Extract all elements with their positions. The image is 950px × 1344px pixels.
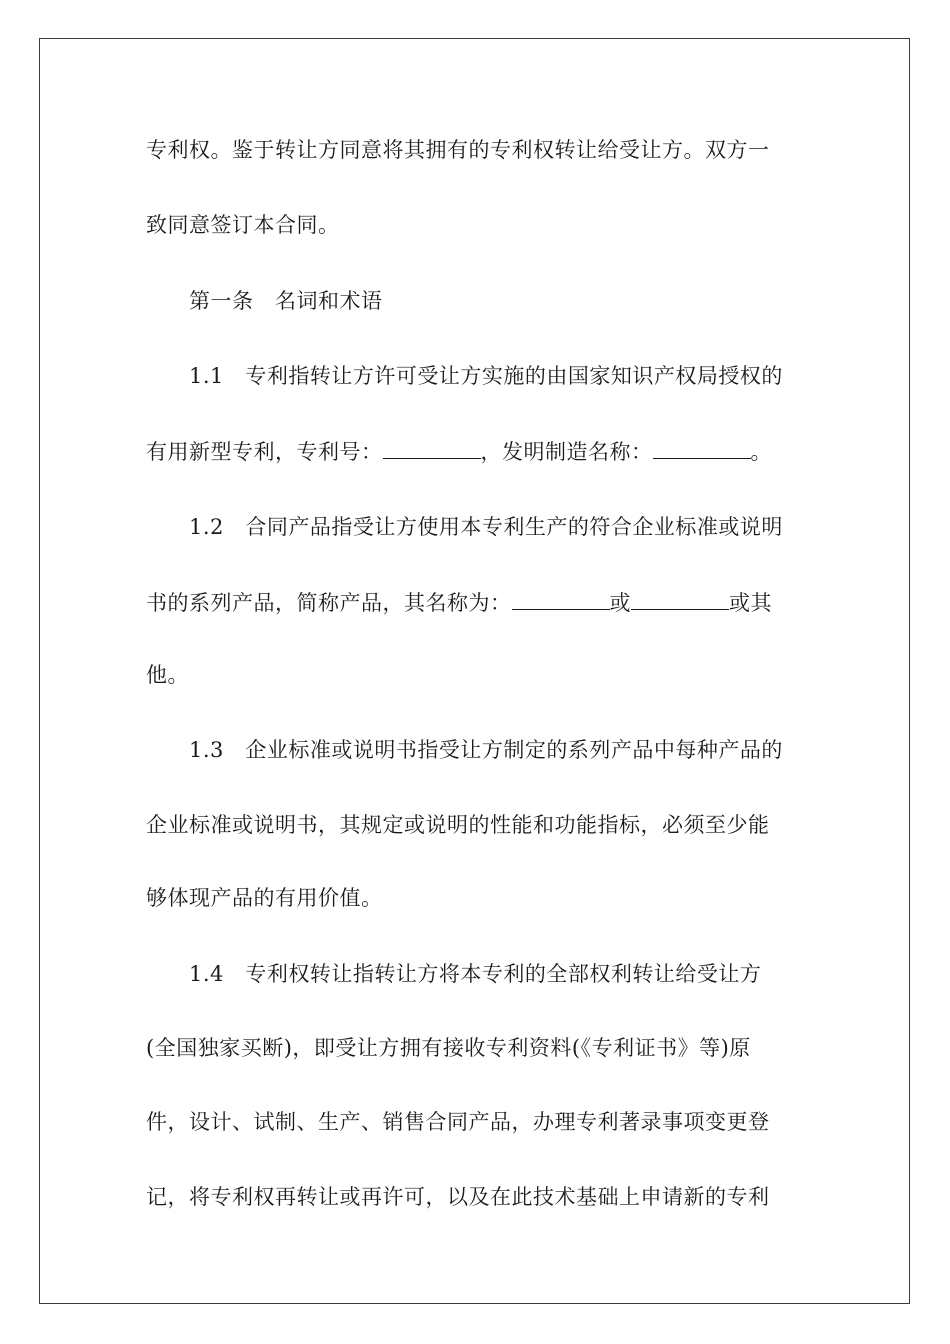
clause-1-3-line-3: 够体现产品的有用价值。 — [146, 886, 383, 910]
clause-1-4-line-3: 件，设计、试制、生产、销售合同产品，办理专利著录事项变更登 — [146, 1110, 770, 1134]
clause-1-2-line-2 — [146, 591, 772, 615]
text-line-2: 致同意签订本合同。 — [146, 213, 340, 237]
clause-1-1-text-b: ，发明制造名称： — [480, 440, 653, 464]
clause-1-2-text-a: 书的系列产品，简称产品，其名称为： — [146, 591, 512, 615]
clause-1-4-line-1: 1.4 专利权转让指转让方将本专利的全部权利转让给受让方 — [189, 962, 762, 986]
product-name-blank-2 — [631, 592, 729, 610]
clause-1-1-line-1: 1.1 专利指转让方许可受让方实施的由国家知识产权局授权的 — [189, 364, 783, 388]
clause-1-2-line-1: 1.2 合同产品指受让方使用本专利生产的符合企业标准或说明 — [189, 515, 783, 539]
clause-1-2-line-3: 他。 — [146, 663, 189, 687]
clause-1-1-text-c: 。 — [750, 440, 772, 464]
product-name-blank-1 — [512, 592, 610, 610]
clause-1-1-line-2 — [146, 440, 772, 464]
patent-number-blank — [383, 441, 481, 459]
article-1-heading: 第一条 名词和术语 — [189, 289, 383, 313]
clause-1-4-line-2: (全国独家买断)，即受让方拥有接收专利资料(《专利证书》等)原 — [146, 1036, 751, 1060]
clause-1-4-line-4: 记，将专利权再转让或再许可，以及在此技术基础上申请新的专利 — [146, 1185, 770, 1209]
clause-1-1-text-a: 有用新型专利，专利号： — [146, 440, 383, 464]
clause-1-2-text-b: 或 — [609, 591, 631, 615]
text-line-1: 专利权。鉴于转让方同意将其拥有的专利权转让给受让方。双方一 — [146, 138, 770, 162]
clause-1-3-line-1: 1.3 企业标准或说明书指受让方制定的系列产品中每种产品的 — [189, 738, 783, 762]
clause-1-2-text-c: 或其 — [729, 591, 772, 615]
clause-1-3-line-2: 企业标准或说明书，其规定或说明的性能和功能指标，必须至少能 — [146, 813, 770, 837]
invention-name-blank — [653, 441, 751, 459]
